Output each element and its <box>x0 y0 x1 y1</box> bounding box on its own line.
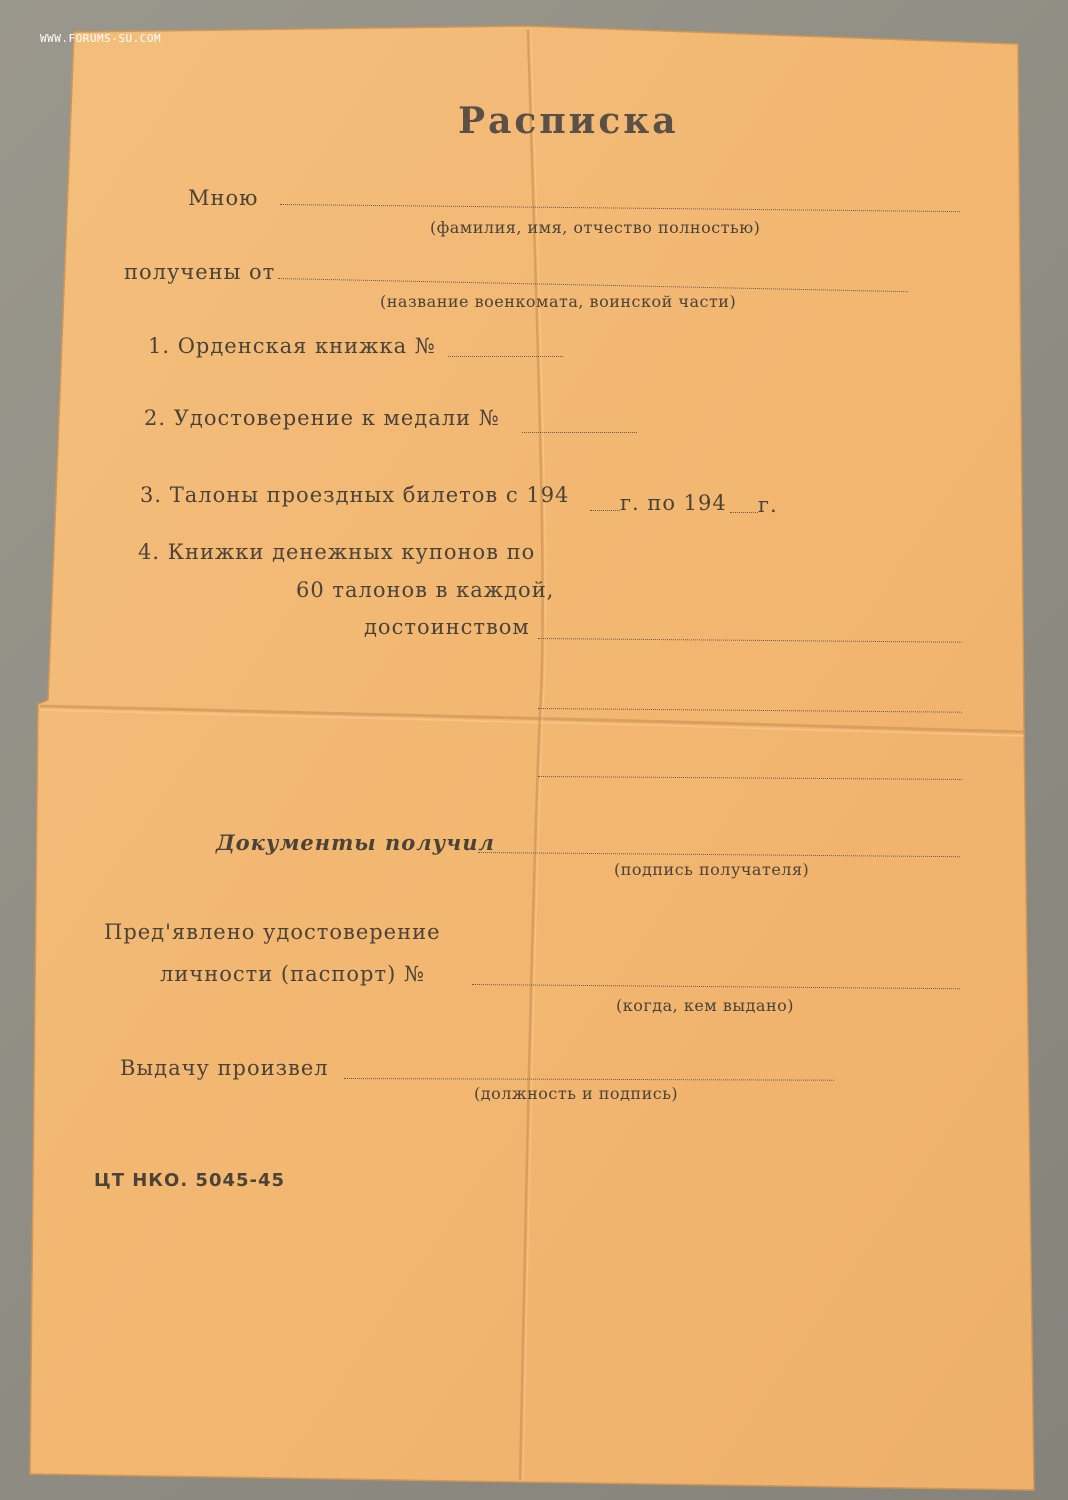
print-code: ЦТ НКО. 5045-45 <box>94 1170 286 1191</box>
site-watermark: WWW.FORUMS-SU.COM <box>40 32 162 45</box>
documents-received-label: Документы получил <box>216 830 495 855</box>
recipient-signature-caption: (подпись получателя) <box>614 860 810 879</box>
issued-by-label: Выдачу произвел <box>120 1056 329 1080</box>
source-caption: (название военкомата, воинской части) <box>380 292 737 311</box>
item4-line1: 4. Книжки денежных купонов по <box>138 540 536 564</box>
item2-label: 2. Удостоверение к медали № <box>144 406 500 430</box>
mnoyu-label: Мною <box>188 186 259 210</box>
page-title: Расписка <box>458 100 679 142</box>
received-from-label: получены от <box>124 260 276 284</box>
id-presented-line2: личности (паспорт) № <box>160 962 425 986</box>
item2-number-line[interactable] <box>522 432 637 433</box>
item4-line2: 60 талонов в каждой, <box>296 578 555 602</box>
item3-mid-label: г. по 194 <box>620 491 727 515</box>
item3-end-label: г. <box>758 493 778 517</box>
name-caption: (фамилия, имя, отчество полностью) <box>430 218 761 237</box>
item3-to-year-line[interactable] <box>730 512 758 513</box>
item3-label: 3. Талоны проездных билетов с 194 <box>140 483 570 507</box>
paper-body <box>30 26 1034 1490</box>
item1-label: 1. Орденская книжка № <box>148 334 436 358</box>
item1-number-line[interactable] <box>448 356 563 357</box>
id-presented-line1: Пред'явлено удостоверение <box>104 920 441 944</box>
item3-from-year-line[interactable] <box>590 510 620 511</box>
position-caption: (должность и подпись) <box>474 1084 679 1103</box>
issued-caption: (когда, кем выдано) <box>616 996 794 1015</box>
item4-line3: достоинством <box>364 615 530 639</box>
